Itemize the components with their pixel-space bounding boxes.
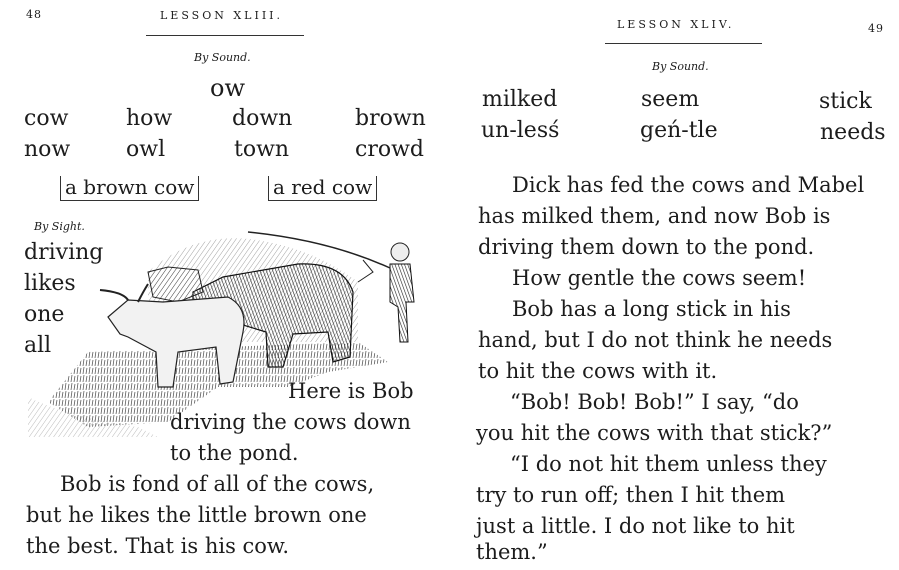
sight-word: driving [24, 240, 104, 265]
text-line: hand, but I do not think he needs [478, 328, 833, 352]
text-line: but he likes the little brown one [26, 503, 367, 527]
sound-word: needs [820, 120, 886, 145]
text-line: try to run off; then I hit them [476, 483, 786, 507]
sound-word: geń-tle [640, 118, 718, 143]
by-sight-label: By Sight. [34, 220, 85, 233]
text-line: “Bob! Bob! Bob!” I say, “do [510, 390, 799, 414]
sound-word: brown [355, 106, 426, 131]
text-line: Bob has a long stick in his [512, 297, 791, 321]
text-line: driving the cows down [170, 410, 411, 434]
text-line: Here is Bob [288, 379, 414, 403]
by-sound-label: By Sound. [194, 51, 251, 64]
text-line: “I do not hit them unless they [510, 452, 827, 476]
sound-word: owl [126, 137, 166, 162]
text-line: has milked them, and now Bob is [478, 204, 831, 228]
title-rule [146, 35, 304, 36]
sound-word: crowd [355, 137, 424, 162]
phonogram: ow [210, 74, 245, 102]
sound-word: stick [819, 89, 872, 114]
text-line: the best. That is his cow. [26, 534, 290, 558]
right-page [450, 0, 899, 570]
text-line: driving them down to the pond. [478, 235, 815, 259]
sight-word: all [24, 333, 52, 358]
text-line: to hit the cows with it. [478, 359, 718, 383]
sound-word: un-lesś [481, 118, 560, 143]
text-line: just a little. I do not like to hit [476, 514, 795, 538]
sound-word: seem [641, 87, 700, 112]
text-line: Bob is fond of all of the cows, [60, 472, 375, 496]
text-line: Dick has fed the cows and Mabel [512, 173, 865, 197]
text-line: them.” [476, 540, 548, 564]
text-line: How gentle the cows seem! [512, 266, 807, 290]
sound-word: milked [482, 87, 558, 112]
page-number: 49 [868, 22, 884, 35]
sound-word: now [24, 137, 71, 162]
sight-word: one [24, 302, 65, 327]
sound-word: cow [24, 106, 69, 131]
phrase-box: a red cow [268, 176, 377, 201]
phrase-box: a brown cow [60, 176, 199, 201]
text-line: you hit the cows with that stick?” [476, 421, 833, 445]
sound-word: how [126, 106, 173, 131]
text-line: to the pond. [170, 441, 299, 465]
left-page [0, 0, 449, 570]
lesson-title: LESSON XLIII. [160, 9, 284, 22]
lesson-title: LESSON XLIV. [617, 18, 735, 31]
sight-word: likes [24, 271, 76, 296]
page-number: 48 [26, 8, 42, 21]
title-rule [605, 43, 762, 44]
sound-word: town [234, 137, 290, 162]
sound-word: down [232, 106, 293, 131]
by-sound-label: By Sound. [652, 60, 709, 73]
